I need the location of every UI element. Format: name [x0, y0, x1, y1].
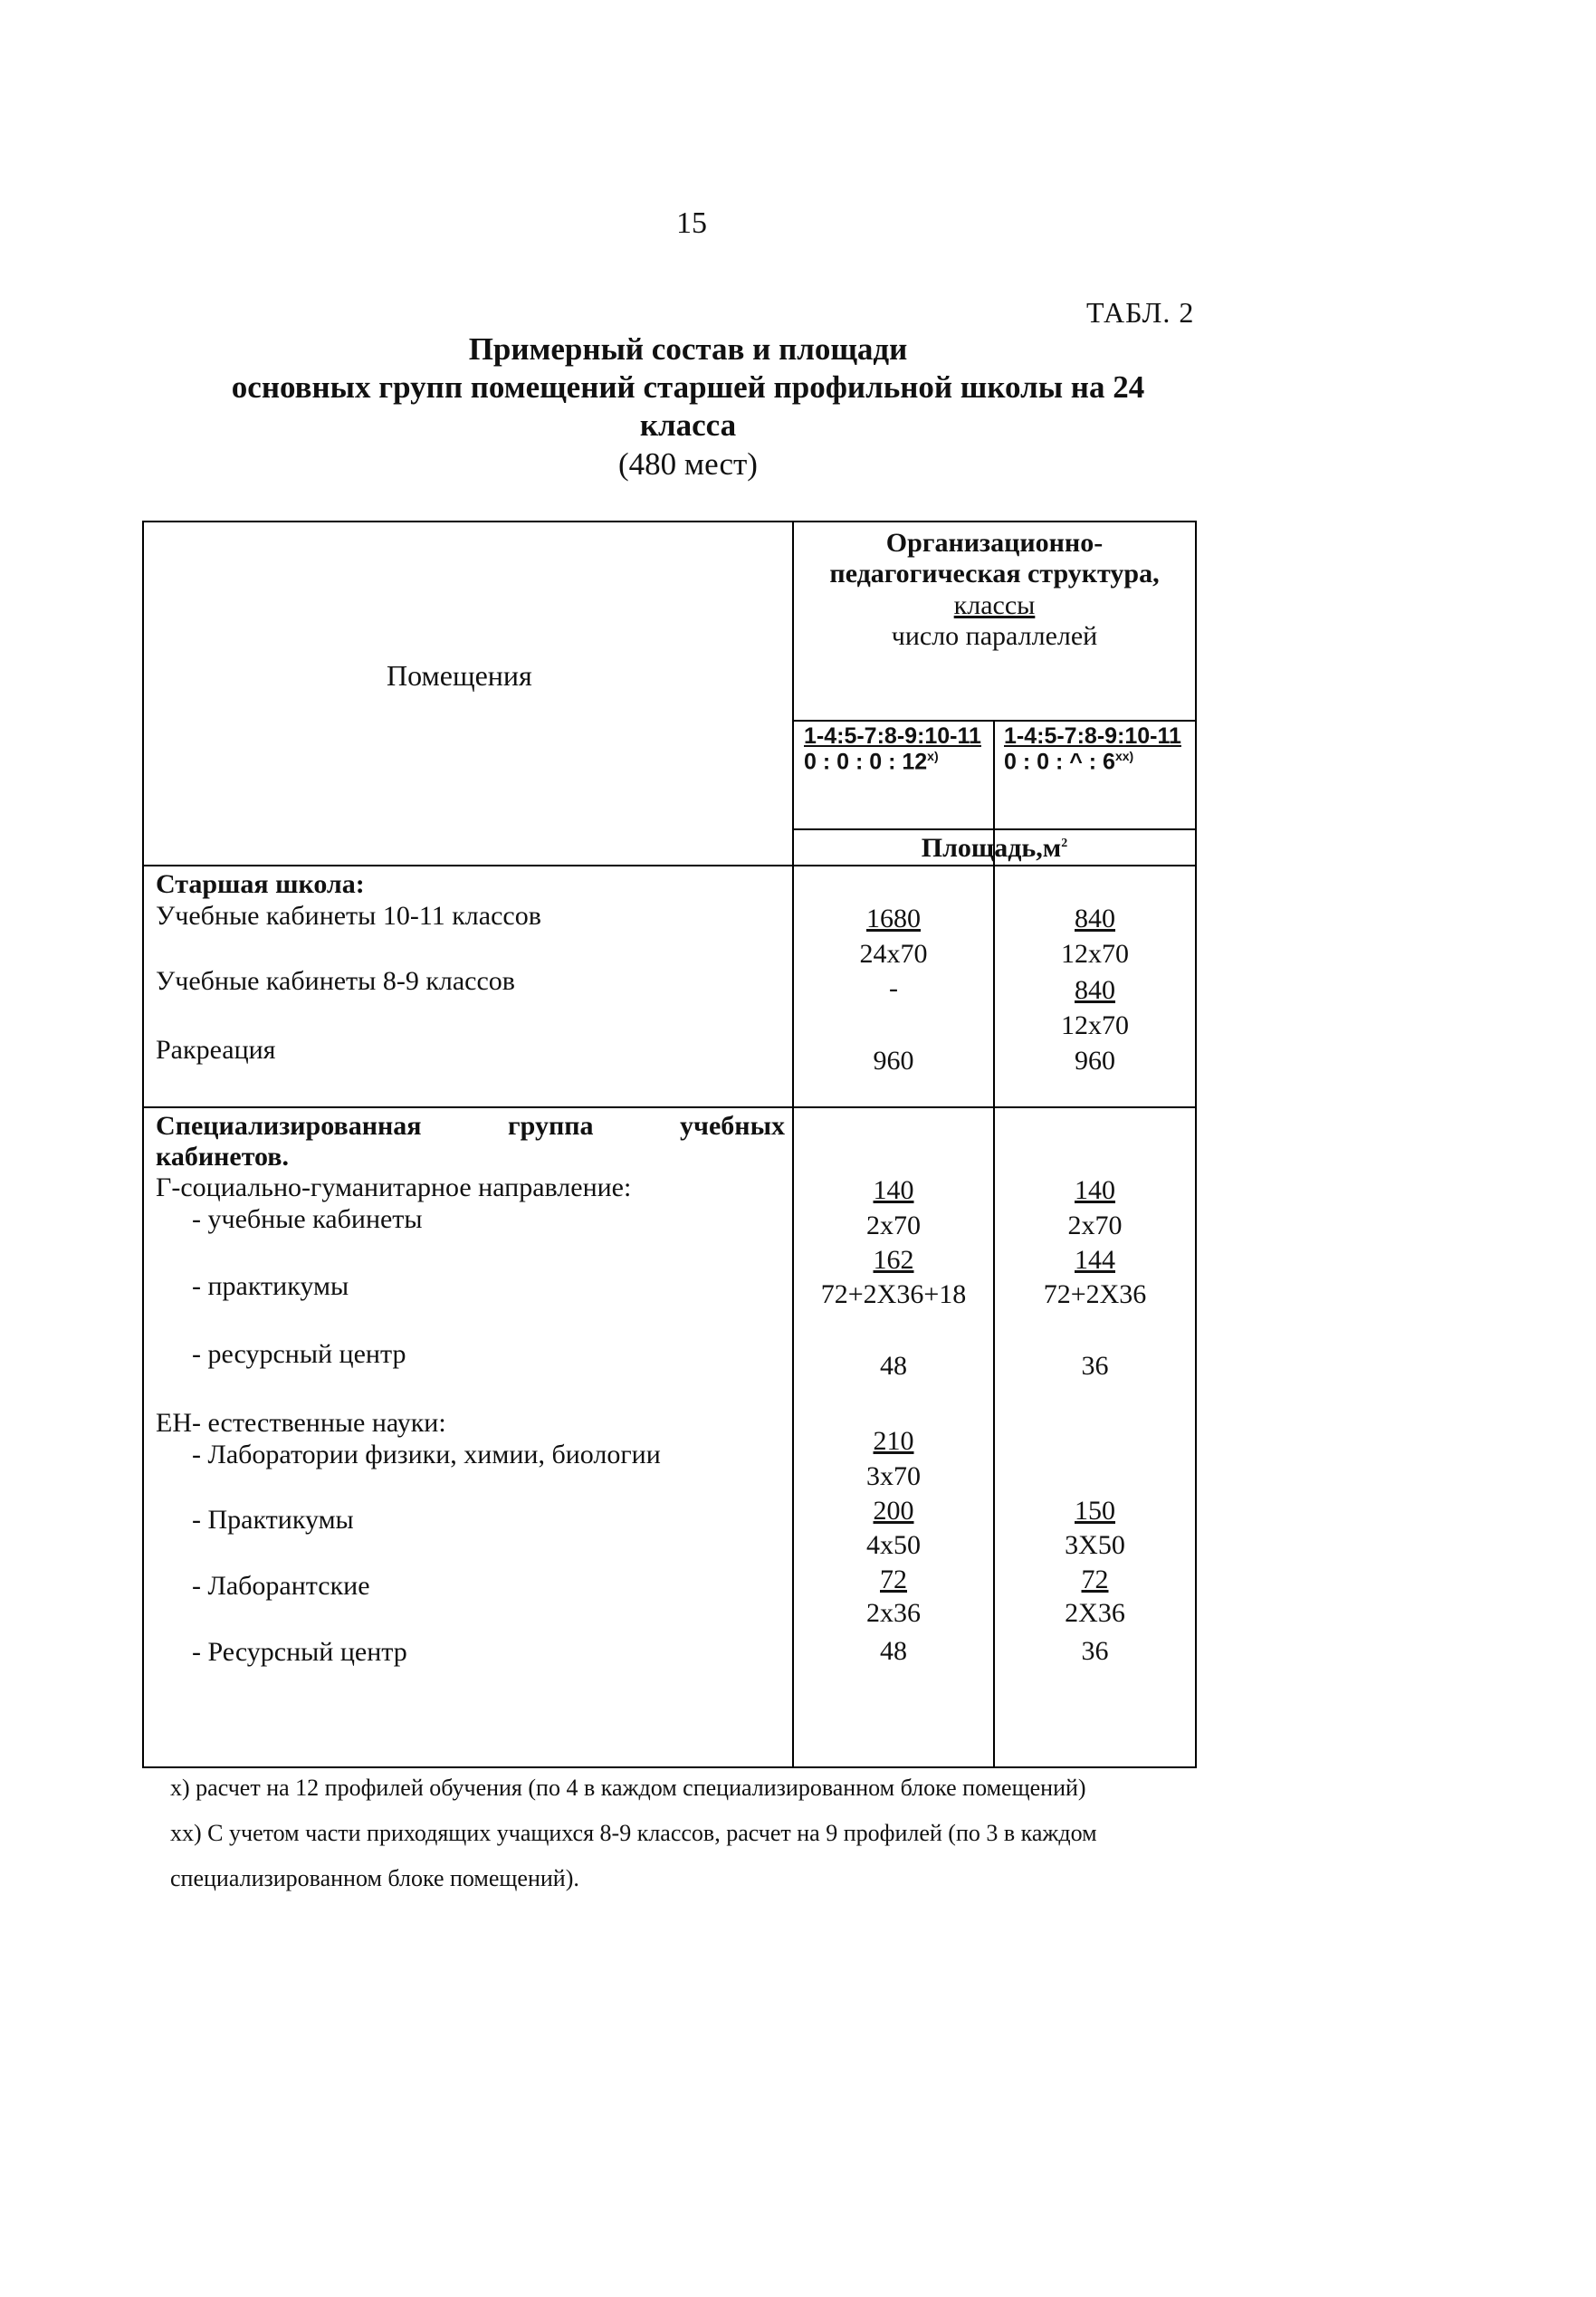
- area-value: 162: [873, 1245, 914, 1275]
- area-value: 72: [880, 1565, 907, 1594]
- room-name: - Лаборантские: [192, 1571, 370, 1601]
- area-value: 72: [1081, 1565, 1109, 1594]
- rooms-header: Помещения: [387, 659, 532, 692]
- area-value: 200: [873, 1496, 914, 1526]
- area-formula: 2x70: [1067, 1211, 1123, 1240]
- area-formula: 2X36: [1065, 1598, 1125, 1628]
- area-value: 150: [1075, 1496, 1115, 1526]
- col2-parallels: 0 : 0 : ^ : 6$^{xx)}$: [1004, 749, 1134, 775]
- room-name: - Лаборатории физики, химии, биологии: [192, 1440, 661, 1469]
- org-structure-title-3: [794, 590, 1195, 621]
- org-structure-title-1: Организационно-: [885, 528, 1104, 558]
- table-border-bottom: [142, 1766, 1197, 1768]
- row-divider-section: [142, 1106, 1197, 1108]
- room-name: - практикумы: [192, 1271, 349, 1301]
- area-value: -: [889, 973, 898, 1003]
- area-formula: 3x70: [866, 1461, 921, 1491]
- direction-heading-humanities: Г-социально-гуманитарное направление:: [156, 1172, 632, 1202]
- org-structure-title-4: число параллелей: [891, 621, 1098, 651]
- page-number: 15: [676, 206, 707, 240]
- room-name: Ракреация: [156, 1035, 276, 1065]
- table-subtitle: (480 мест): [618, 446, 758, 482]
- room-name: - Ресурсный центр: [192, 1637, 407, 1667]
- area-formula: 72+2X36: [1043, 1279, 1147, 1309]
- col1-grades: 1-4:5-7:8-9:10-11: [804, 723, 981, 749]
- area-value: 960: [1075, 1046, 1115, 1076]
- footnote: х) расчет на 12 профилей обучения (по 4 в каждом специализированном блоке помещений): [170, 1775, 1086, 1801]
- room-name: Учебные кабинеты 10-11 классов: [156, 901, 541, 931]
- col1-parallels: 0 : 0 : 0 : 12$^{x)}$: [804, 749, 939, 775]
- direction-heading-natural-sciences: ЕН- естественные науки:: [156, 1408, 446, 1438]
- area-formula: 4x50: [866, 1530, 921, 1560]
- area-value: 960: [873, 1046, 914, 1076]
- title-line-3: класса: [639, 407, 737, 443]
- area-value: 144: [1075, 1245, 1115, 1275]
- row-divider-header: [142, 865, 1197, 866]
- room-name: - Практикумы: [192, 1505, 354, 1535]
- area-value: 840: [1075, 904, 1115, 933]
- row-divider-org: [792, 720, 1197, 722]
- table-border-top: [142, 521, 1197, 522]
- area-formula: 3X50: [1065, 1530, 1125, 1560]
- room-name: - ресурсный центр: [192, 1339, 406, 1369]
- table-border-left: [142, 521, 144, 1768]
- area-formula: 24x70: [859, 939, 928, 969]
- org-structure-title-2: педагогическая структура,: [829, 559, 1160, 589]
- area-value: 48: [880, 1636, 907, 1666]
- area-value: 140: [873, 1175, 914, 1205]
- area-formula: 2x36: [866, 1598, 921, 1628]
- area-value: 36: [1081, 1351, 1109, 1381]
- area-formula: 72+2X36+18: [820, 1279, 967, 1309]
- area-formula: 12x70: [1061, 1010, 1129, 1040]
- section-heading-specialized: Специализированная группа учебных: [156, 1111, 785, 1141]
- org-structure-classes: классы: [953, 590, 1036, 620]
- table-border-right: [1195, 521, 1197, 1768]
- row-divider-area: [792, 828, 1197, 830]
- area-value: 840: [1075, 975, 1115, 1005]
- footnote: хх) С учетом части приходящих учащихся 8-9 классов, расчет на 9 профилей (по 3 в каждом: [170, 1820, 1097, 1846]
- table-label: ТАБЛ. 2: [1086, 296, 1195, 329]
- area-value: 1680: [866, 904, 921, 933]
- table-title: [181, 330, 1195, 445]
- area-formula: 12x70: [1061, 939, 1129, 969]
- footnote: специализированном блоке помещений).: [170, 1865, 579, 1891]
- area-value: 36: [1081, 1636, 1109, 1666]
- title-line-1: Примерный состав и площади: [468, 331, 908, 367]
- title-line-2: основных групп помещений старшей профильной школы на 24: [231, 369, 1145, 405]
- section-heading-upper-school: Старшая школа:: [156, 869, 365, 899]
- rooms-table: [142, 521, 1197, 1770]
- room-name: - учебные кабинеты: [192, 1204, 423, 1234]
- area-header: $Площадь,м^2$: [921, 833, 1068, 863]
- area-formula: 2x70: [866, 1211, 921, 1240]
- area-value: 140: [1075, 1175, 1115, 1205]
- area-value: 210: [873, 1426, 914, 1456]
- col2-grades: 1-4:5-7:8-9:10-11: [1004, 723, 1181, 749]
- area-value: 48: [880, 1351, 907, 1381]
- section-heading-specialized-line2: кабинетов.: [156, 1142, 290, 1172]
- room-name: Учебные кабинеты 8-9 классов: [156, 966, 515, 996]
